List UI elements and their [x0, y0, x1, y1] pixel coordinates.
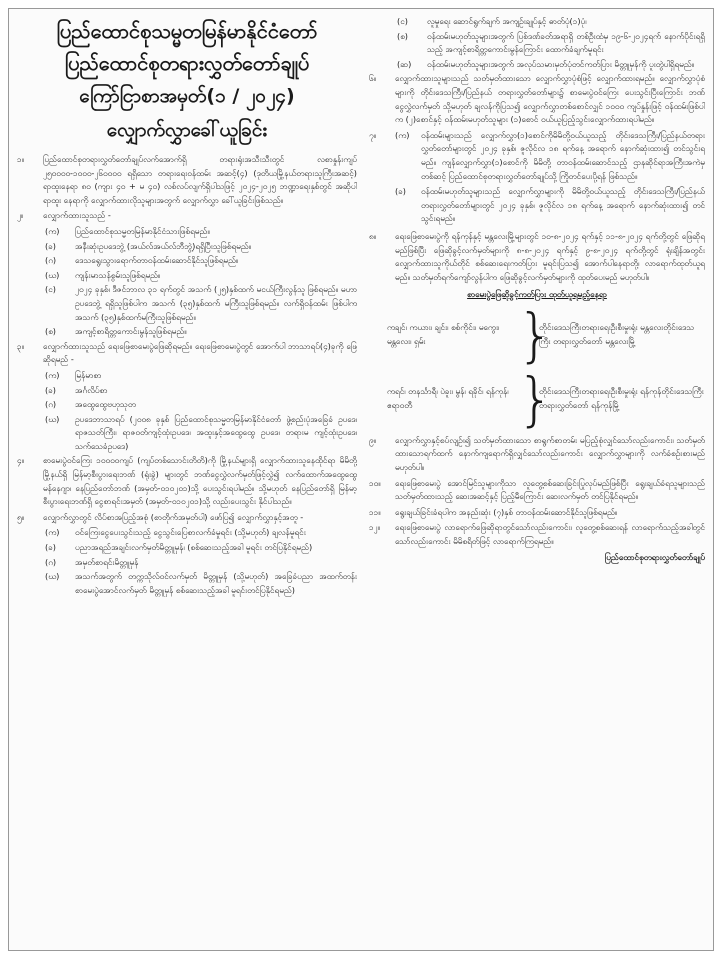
section-5-text: လျှောက်လွှာတွင် လိပ်စာအပြည့်အစုံ (စာတိုက်အမှတ်ပါ) ဖော်ပြ၍ လျှောက်လွှာနှင့်အတူ -	[43, 511, 304, 522]
header-line2: ပြည်ထောင်စုတရားလွှတ်တော်ချုပ်	[64, 51, 310, 75]
header	[17, 15, 357, 147]
announcement-page	[8, 8, 714, 951]
item-label: (ဂ)	[45, 556, 57, 567]
section-2-text: လျှောက်ထားသူသည် -	[43, 210, 111, 221]
item-label: (ဆ)	[397, 58, 412, 69]
brace-icon: }	[517, 300, 554, 369]
venue-row	[387, 364, 705, 433]
item-label: (ဂ)	[45, 255, 57, 266]
section-9	[369, 434, 705, 475]
item-text: ဝန်ထမ်းမဟုတ်သူများအတွက် ပြစ်ဒဏ်ခတ်အရာရှိ တစ်ဦးထံမှ ၁၉-၆-၂၀၂၄ရက် နောက်ပိုင်းရရှိသည့် အကျင့်စာရိတ္တကောင်းမွန်ကြောင်း ထောက်ခံချက်မူရင်း	[427, 30, 705, 55]
item-label: (ဃ)	[45, 413, 60, 424]
section-6-number: ၆။	[369, 73, 377, 84]
section-11-text: ရွေးချယ်ခြင်းခံရပါက အနည်းဆုံး (၇)နှစ် တာဝန်ထမ်းဆောင်နိုင်သူဖြစ်ရမည်။	[395, 506, 618, 517]
brace-icon: }	[517, 364, 554, 433]
section-7-number: ၇။	[369, 129, 377, 140]
item-text: ဥပဒေဘာသာရပ် (၂၀၀၈ ခုနှစ် ပြည်ထောင်စုသမ္မတမြန်မာနိုင်ငံတော် ဖွဲ့စည်းပုံအခြေခံ ဥပဒေ၊ ရာဇသတ်ကြီး၊ ရာဇဝတ်ကျင့်ထုံးဥပဒေ၊ အထူးနှင့်အထွေထွေ ဥပဒေ၊ တရားမ ကျင့်ထုံးဥပဒေ၊ သက်သေခံဥပဒေ)	[75, 413, 357, 451]
item-text: အထွေထွေဗဟုသုတ	[75, 399, 136, 410]
venue-office: တိုင်းဒေသကြီးတရားရေးဦးစီးမှုးရုံး မန္တလေးတိုင်းဒေသကြီး တရားလွှတ်တော် မန္တလေးမြို့	[539, 322, 695, 346]
item-text: အမှတ်စာရင်းမိတ္တူမှန်	[75, 556, 139, 567]
item-label: (င)	[45, 284, 56, 295]
section-2-item	[45, 240, 357, 254]
section-4-text: စာမေးပွဲဝင်ကြေး ၁၀၀၀၀ကျပ် (ကျပ်တစ်သောင်းတိတိ)ကို မြို့နယ်များရှိ လျှောက်ထားသူနေထိုင်ရာ မိမိတို့မြို့နယ်ရှိ မြန်မာ့စီးပွားရေးဘဏ် (ရုံးခွဲ) များတွင် ဘဏ်ငွေလွှဲလက်မှတ်ဖြင့်လွှဲ၍ လက်ထောက်အထွေထွေမန်နေဂျာ၊ နေပြည်တော်ဘဏ် (အမှတ်-၀၁၀၂၀၁)သို့ ပေးသွင်းရပါမည်။ သို့မဟုတ် နေပြည်တော်ရှိ မြန်မာ့စီးပွားရေးဘဏ်ရှိ ငွေစာရင်းအမှတ် (အမှတ်-၀၁၀၂၀၁)သို့ လည်းပေးသွင်း နိုင်ပါသည်။	[43, 455, 357, 507]
section-3-item	[45, 413, 357, 454]
section-3-number: ၃။	[17, 340, 25, 351]
section-5-item	[45, 541, 357, 555]
item-label: (ခ)	[45, 384, 56, 395]
section-4-number: ၄။	[17, 455, 25, 466]
header-line3: ကြော်ငြာစာအမှတ်(၁ / ၂၀၂၄)	[79, 85, 295, 107]
section-2-item	[45, 254, 357, 268]
section-5-item	[45, 526, 357, 540]
item-label: (က)	[45, 225, 60, 236]
section-11	[369, 506, 705, 520]
section-5-item	[397, 58, 705, 72]
section-3-item	[45, 384, 357, 398]
section-2	[17, 209, 357, 223]
section-5-item	[397, 30, 705, 57]
section-2-item	[45, 225, 357, 239]
section-9-number: ၉။	[369, 434, 377, 445]
section-7-item	[395, 185, 705, 226]
section-5-item	[397, 15, 705, 29]
section-6-text: လျှောက်ထားသူများသည် သတ်မှတ်ထားသော လျှောက်လွှာပုံစံဖြင့် လျှောက်ထားရမည်။ လျှောက်လွှာပုံစံများကို တိုင်းဒေသကြီး/ပြည်နယ် တရားလွှတ်တော်များ၌ စာမေးပွဲဝင်ကြေး ပေးသွင်းပြီးကြောင်း ဘဏ်ငွေလွှဲလက်မှတ် သို့မဟုတ် ချလန်ကိုပြသ၍ လျှောက်လွှာတစ်စောင်လျှင် ၁၀၀၀ ကျပ်နှုန်းဖြင့် ဝန်ထမ်းဖြစ်ပါက (၂)စောင်နှင့် ဝန်ထမ်းမဟုတ်သူများ (၁)စောင် ဝယ်ယူပြည့်သွင်းလျှောက်ထားရပါမည်။	[395, 73, 705, 125]
section-4	[17, 454, 357, 508]
item-text: ပြည်ထောင်စုသမ္မတမြန်မာနိုင်ငံသားဖြစ်ရမည်။	[75, 225, 210, 236]
section-10-number: ၁၀။	[369, 477, 381, 488]
header-line4: လျှောက်လွှာခေါ်ယူခြင်း	[106, 119, 268, 141]
item-text: ၂၀၂၄ ခုနှစ်၊ ဒီဇင်ဘာလ ၃၁ ရက်တွင် အသက် (၂၅)နှစ်ထက် မငယ်ကြီးလွန်သူ ဖြစ်ရမည်။ မဟာဥပဒေဘွဲ့ ရရှိသူဖြစ်ပါက အသက် (၃၅)နှစ်ထက် မကြီးသူဖြစ်ရမည်။ လက်ရှိဝန်ထမ်း ဖြစ်ပါက အသက် (၃၅)နှစ်ထက်မကြီးသူဖြစ်ရမည်။	[75, 284, 357, 322]
item-text: ဝန်ထမ်းများသည် လျှောက်လွှာ(၁)စောင်ကိုမိမိတို့ဝယ်ယူသည့် တိုင်းဒေသကြီး/ပြည်နယ်တရားလွှတ်တော်များတွင် ၂၀၂၄ ခုနှစ်၊ ဇူလိုင်လ ၁၈ ရက်နေ့ အရောက် နောက်ဆုံးထား၍ တင်သွင်းရမည်။ ကျန်လျှောက်လွှာ(၁)စောင်ကို မိမိတို့ တာဝန်ထမ်းဆောင်သည့် ဌာနဆိုင်ရာအကြီးအကဲမှတစ်ဆင့် ပြည်ထောင်စုတရားလွှတ်တော်ချုပ်သို့ ကြိုတင်ပေးပို့ရန် ဖြစ်သည်။	[421, 129, 705, 181]
item-text: မြန်မာစာ	[75, 369, 102, 380]
header-line1: ပြည်ထောင်စုသမ္မတမြန်မာနိုင်ငံတော်	[56, 19, 318, 43]
section-7-body	[395, 129, 705, 228]
item-label: (ဃ)	[45, 571, 60, 582]
section-1-number: ၁။	[17, 154, 25, 164]
item-text: အကျင့်စာရိတ္တကောင်းမွန်သူဖြစ်ရမည်။	[75, 326, 187, 337]
item-label: (က)	[395, 129, 410, 140]
section-6	[369, 72, 705, 126]
section-10-text: ရေးဖြေစာမေးပွဲ အောင်မြင်သူများကိုသာ လူတွေ့စစ်ဆေးခြင်းပြုလုပ်မည်ဖြစ်ပြီး ရွေးချယ်ခံရသူများသည် သတ်မှတ်ထားသည့် ဆေးအဆင့်နှင့် ပြည့်မီကြောင်း ဆေးလက်မှတ် တင်ပြနိုင်ရမည်။	[395, 477, 705, 502]
section-11-number: ၁၁။	[369, 506, 381, 517]
item-label: (ခ)	[45, 240, 56, 251]
section-5-number: ၅။	[17, 511, 25, 522]
section-5-item	[45, 570, 357, 597]
item-text: အနီးဆုံးဥပဒေဘွဲ့ (အယ်လ်အယ်လ်ဘီဘွဲ့)ရရှိပြီးသူဖြစ်ရမည်။	[75, 240, 252, 251]
item-label: (ခ)	[395, 186, 406, 197]
item-text: အင်္ဂလိပ်စာ	[75, 384, 108, 395]
venue-office: တိုင်းဒေသကြီးတရားရေးဦးစီးမှုးရုံး ရန်ကုန်တိုင်းဒေသကြီး တရားလွှတ်တော် ရန်ကုန်မြို့	[539, 386, 704, 410]
signature: ပြည်ထောင်စုတရားလွှတ်တော်ချုပ်	[604, 551, 705, 562]
section-10	[369, 477, 705, 504]
section-3	[17, 340, 357, 367]
venue-regions: ကချင်၊ ကယား၊ ချင်း၊ စစ်ကိုင်း၊ မကွေး၊ မန္တလေး၊ ရှမ်း	[387, 322, 500, 346]
section-2-item	[45, 325, 357, 339]
section-1	[17, 153, 357, 207]
section-8-text: ရေးဖြေစာမေးပွဲကို ရန်ကုန်နှင့် မန္တလေးမြို့များတွင် ၁၀-၈-၂၀၂၄ ရက်နှင့် ၁၁-၈-၂၀၂၄ ရက်တို့တွင် ဖြေဆိုရမည်ဖြစ်ပြီး ဖြေဆိုခွင့်လက်မှတ်များကို ၈-၈-၂၀၂၄ ရက်နှင့် ၉-၈-၂၀၂၄ ရက်တို့တွင် ရုံးချိန်အတွင်း လျှောက်ထားသူကိုယ်တိုင် စစ်ဆေးရေးကတ်ပြား မူရင်းပြသ၍ အောက်ပါနေရာတို့၊ လာရောက်ထုတ်ယူရမည်။ သတ်မှတ်ရက်ကျော်လွန်ပါက ဖြေဆိုခွင့်လက်မှတ်များကို ထုတ်ပေးမည် မဟုတ်ပါ။	[395, 230, 705, 282]
item-label: (ဃ)	[45, 269, 60, 280]
item-text: ဝင်ကြေးငွေပေးသွင်းသည့် ငွေသွင်းပြေစာလက်ခံမှုရင်း (သို့မဟုတ်) ချလန်မူရင်း	[75, 527, 306, 538]
section-8	[369, 230, 705, 284]
item-label: (ခ)	[45, 542, 56, 553]
item-label: (င)	[397, 16, 408, 26]
item-text: ဝန်ထမ်းမဟုတ်သူများအတွက် အလုပ်သမားမှတ်ပုံတင်ကတ်ပြား မိတ္တူမှန်ကို ပူးတွဲပါရှိရမည်။	[427, 58, 695, 69]
section-2-number: ၂။	[17, 210, 24, 221]
item-label: (က)	[45, 369, 60, 380]
right-column	[369, 15, 705, 944]
item-text: ပညာအရည်အချင်းလက်မှတ်မိတ္တူမှန်၊ (စစ်ဆေးသည့်အခါ မူရင်း တင်ပြနိုင်ရမည်)	[75, 542, 313, 553]
item-label: (စ)	[45, 326, 56, 337]
section-12-text: ရေးဖြေစာမေးပွဲ လာရောက်ဖြေဆိုရာတွင်သော်လည်းကောင်း၊ လူတွေ့စစ်ဆေးရန် လာရောက်သည့်အခါတွင်သော်လည်းကောင်း မိမိစရိတ်ဖြင့် လာရောက်ကြရမည်။	[395, 522, 705, 547]
section-3-text: လျှောက်ထားသူသည် ရေးဖြေစာမေးပွဲဖြေဆိုရမည်။ ရေးဖြေစာမေးပွဲတွင် အောက်ပါ ဘာသာရပ်(၄)ခုကို ဖြေဆိုရမည် -	[43, 340, 357, 365]
section-1-text: ပြည်ထောင်စုတရားလွှတ်တော်ချုပ်လက်အောက်ရှိ တရားရုံးအသီးသီးတွင် လစာနှုန်းကျပ် ၂၅၀၀၀၀-၁၀၀၀-၂၆၀၀၀၀ ရရှိသော တရားရေးဝန်ထမ်း အဆင့်(၄) (ဒုတိယမြို့နယ်တရားသူကြီးအဆင့်) ရာထူးနေရာ ၈၀ (ကျား ၄၀ + မ ၄၀) လစ်လပ်လျက်ရှိပါသဖြင့် ၂၀၂၄-၂၀၂၅ ဘဏ္ဍာရေးနှစ်တွင် အဆိုပါရာထူး နေရာကို လျှောက်ထားလိုသူများအတွက် လျှောက်လွှာ ခေါ်ယူခြင်းဖြစ်သည်။	[43, 154, 357, 205]
section-5-item	[45, 556, 357, 570]
section-7-item	[395, 129, 705, 183]
section-12	[369, 521, 705, 548]
section-2-item	[45, 283, 357, 324]
section-2-item	[45, 269, 357, 283]
item-text: ဝန်ထမ်းမဟုတ်သူများသည် လျှောက်လွှာများကို မိမိတို့ဝယ်ယူသည့် တိုင်းဒေသကြီး/ပြည်နယ်တရားလွှတ်တော်များတွင် ၂၀၂၄ ခုနှစ်၊ ဇူလိုင်လ ၁၈ ရက်နေ့ အရောက် နောက်ဆုံးထား၍ တင်သွင်းရမည်။	[421, 186, 705, 224]
section-5	[17, 511, 357, 525]
venue-title: စာမေးပွဲဖြေဆိုခွင့်ကတ်ပြား ထုတ်ယူရမည့်နေရာ	[467, 289, 607, 300]
item-text: ဒေသရွေးသွားရောက်တာဝန်ထမ်းဆောင်နိုင်သူဖြစ်ရမည်။	[75, 255, 239, 266]
item-label: (စ)	[397, 30, 408, 41]
section-3-item	[45, 369, 357, 383]
item-label: (က)	[45, 527, 60, 538]
item-text: လူမှုရေး ဆောင်ရွက်ချက် အကျဉ်းချုပ်နှင့် ဓာတ်ပုံ(၁)ပုံ၊	[427, 16, 587, 26]
section-3-item	[45, 398, 357, 412]
left-column	[17, 15, 357, 944]
item-text: ကျန်းမာသန်စွမ်းသူဖြစ်ရမည်။	[75, 269, 161, 280]
section-9-text: လျှောက်လွှာနှင့်စပ်လျဉ်း၍ သတ်မှတ်ထားသော စာရွက်စာတမ်း မပြည့်စုံလျှင်သော်လည်းကောင်း၊ သတ်မှတ်ထားသောရက်ထက် နောက်ကျရောက်ရှိလျှင်သော်လည်းကောင်း လျှောက်လွှာများကို လက်ခံစဉ်းစားမည်မဟုတ်ပါ။	[395, 434, 705, 473]
section-8-number: ၈။	[369, 230, 377, 241]
venue-regions: ကရင်၊ တနင်္သာရီ၊ ပဲခူး၊ မွန်၊ ရခိုင်၊ ရန်ကုန်၊ ဧရာဝတီ	[387, 386, 509, 410]
item-label: (ဂ)	[45, 399, 57, 410]
venue-row	[387, 300, 705, 369]
section-7	[369, 129, 705, 228]
section-12-number: ၁၂။	[369, 522, 381, 533]
item-text: အသက်အတွက် တက္ကသိုလ်ဝင်လက်မှတ် မိတ္တူမှန် (သို့မဟုတ်) အခြေခံပညာ အထက်တန်းစာမေးပွဲအောင်လက်မှတ် မိတ္တူမှန် စစ်ဆေးသည့်အခါ မူရင်းတင်ပြနိုင်ရမည်)	[75, 571, 357, 595]
